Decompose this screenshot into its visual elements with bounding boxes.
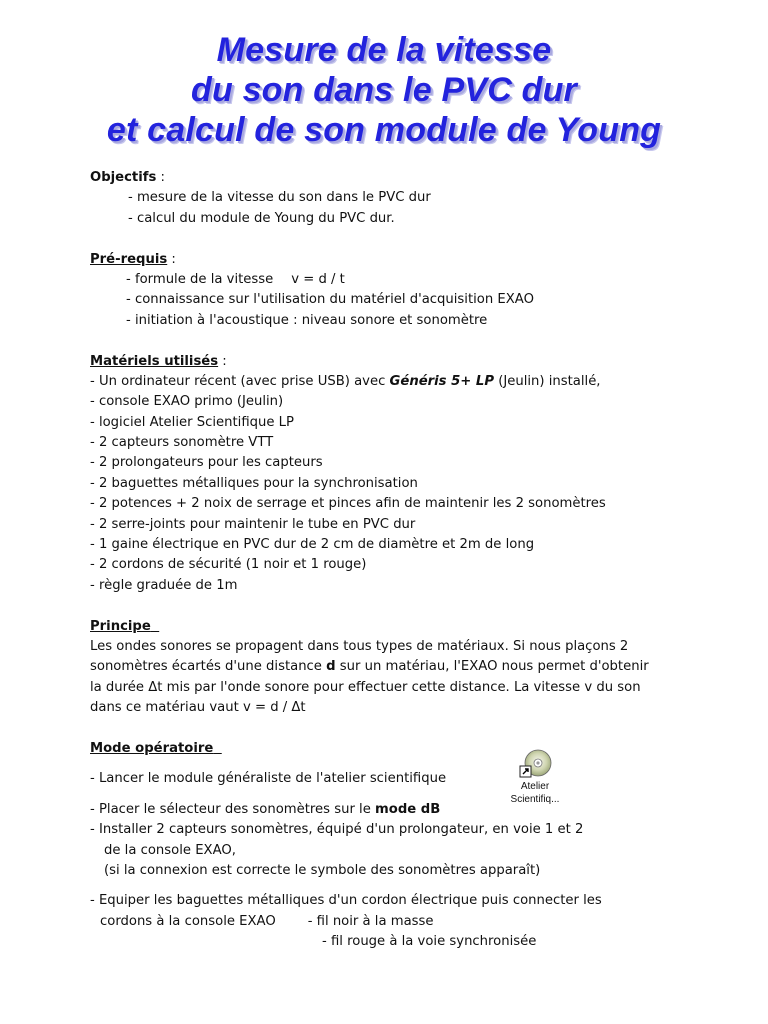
document-title [0, 30, 768, 150]
materiels-item [90, 372, 730, 392]
materiels-item-text: - Un ordinateur récent (avec prise USB) avec [90, 373, 390, 389]
distance-symbol: d [326, 659, 336, 675]
mode-heading-line [90, 739, 730, 759]
shortcut-label-2: Scientifiq... [510, 794, 560, 805]
materiels-item: - règle graduée de 1m [90, 577, 238, 593]
title-line-1: Mesure de la vitesse [216, 31, 552, 69]
materiels-heading: Matériels utilisés [90, 353, 219, 369]
mode-step: (si la connexion est correcte le symbole des sonomètres apparaît) [104, 862, 541, 878]
mode-heading: Mode opératoire [90, 740, 214, 756]
prerequis-formula: v = d / t [291, 271, 345, 287]
prerequis-heading: Pré-requis [90, 251, 168, 267]
mode-step: - Installer 2 capteurs sonomètres, équipé d'un prolongateur, en voie 1 et 2 [90, 822, 584, 838]
atelier-scientifique-shortcut[interactable] [500, 748, 570, 808]
materiels-item: - 2 cordons de sécurité (1 noir et 1 rouge) [90, 557, 367, 573]
principe-text-part: sur un matériau, l'EXAO nous permet d'obtenir [335, 659, 649, 675]
mode-step: - Equiper les baguettes métalliques d'un cordon électrique puis connecter les [90, 893, 602, 909]
prerequis-item: - connaissance sur l'utilisation du matériel d'acquisition EXAO [126, 292, 534, 308]
cd-disc-shortcut-icon [518, 748, 552, 780]
materiels-item: - 2 capteurs sonomètre VTT [90, 435, 274, 451]
principe-text: la durée Δt mis par l'onde sonore pour effectuer cette distance. La vitesse v du son [90, 679, 641, 695]
materiels-item: - 2 serre-joints pour maintenir le tube en PVC dur [90, 516, 416, 532]
prerequis-heading-line [90, 250, 730, 270]
materiels-item-text: (Jeulin) installé, [494, 373, 601, 389]
prerequis-item [90, 270, 730, 290]
materiels-colon: : [218, 353, 227, 369]
prerequis-item-text: - formule de la vitesse [126, 271, 274, 287]
mode-db: mode dB [375, 801, 441, 817]
objectifs-heading: Objectifs [90, 170, 157, 185]
principe-text: dans ce matériau vaut v = d / Δt [90, 700, 306, 716]
principe-text: Les ondes sonores se propagent dans tous types de matériaux. Si nous plaçons 2 [90, 638, 629, 654]
materiels-item: - console EXAO primo (Jeulin) [90, 394, 284, 410]
mode-step [90, 800, 730, 820]
prerequis-item: - initiation à l'acoustique : niveau sonore et sonomètre [126, 312, 488, 328]
principe-heading: Principe [90, 618, 151, 634]
materiels-item: - 2 baguettes métalliques pour la synchronisation [90, 475, 418, 491]
materiels-item: - 2 prolongateurs pour les capteurs [90, 455, 323, 471]
objectifs-heading-line [90, 168, 730, 188]
mode-step: de la console EXAO, [104, 842, 236, 858]
mode-step-text: - Placer le sélecteur des sonomètres sur le [90, 801, 376, 817]
mode-step-text: cordons à la console EXAO [100, 913, 276, 929]
software-name: Généris 5+ LP [389, 373, 494, 389]
prerequis-colon: : [167, 251, 176, 267]
objectifs-item: - mesure de la vitesse du son dans le PVC dur [128, 190, 431, 206]
mode-step: - Lancer le module généraliste de l'atelier scientifique [90, 771, 447, 787]
objectifs-item: - calcul du module de Young du PVC dur. [128, 210, 395, 226]
materiels-item: - 2 potences + 2 noix de serrage et pinces afin de maintenir les 2 sonomètres [90, 496, 606, 512]
mode-step: - fil rouge à la voie synchronisée [322, 934, 537, 950]
principe-text-part: sonomètres écartés d'une distance [90, 659, 327, 675]
mode-step-text: - fil noir à la masse [307, 913, 434, 929]
shortcut-label-1: Atelier [520, 781, 550, 792]
title-line-2: du son dans le PVC dur [190, 71, 577, 109]
mode-step [90, 912, 730, 932]
materiels-item: - 1 gaine électrique en PVC dur de 2 cm de diamètre et 2m de long [90, 537, 535, 553]
principe-text [90, 657, 730, 677]
principe-heading-line [90, 617, 730, 637]
materiels-heading-line [90, 352, 730, 372]
document-body [90, 168, 730, 952]
title-line-3: et calcul de son module de Young [106, 111, 662, 149]
materiels-item: - logiciel Atelier Scientifique LP [90, 414, 294, 430]
objectifs-colon: : [156, 170, 165, 185]
